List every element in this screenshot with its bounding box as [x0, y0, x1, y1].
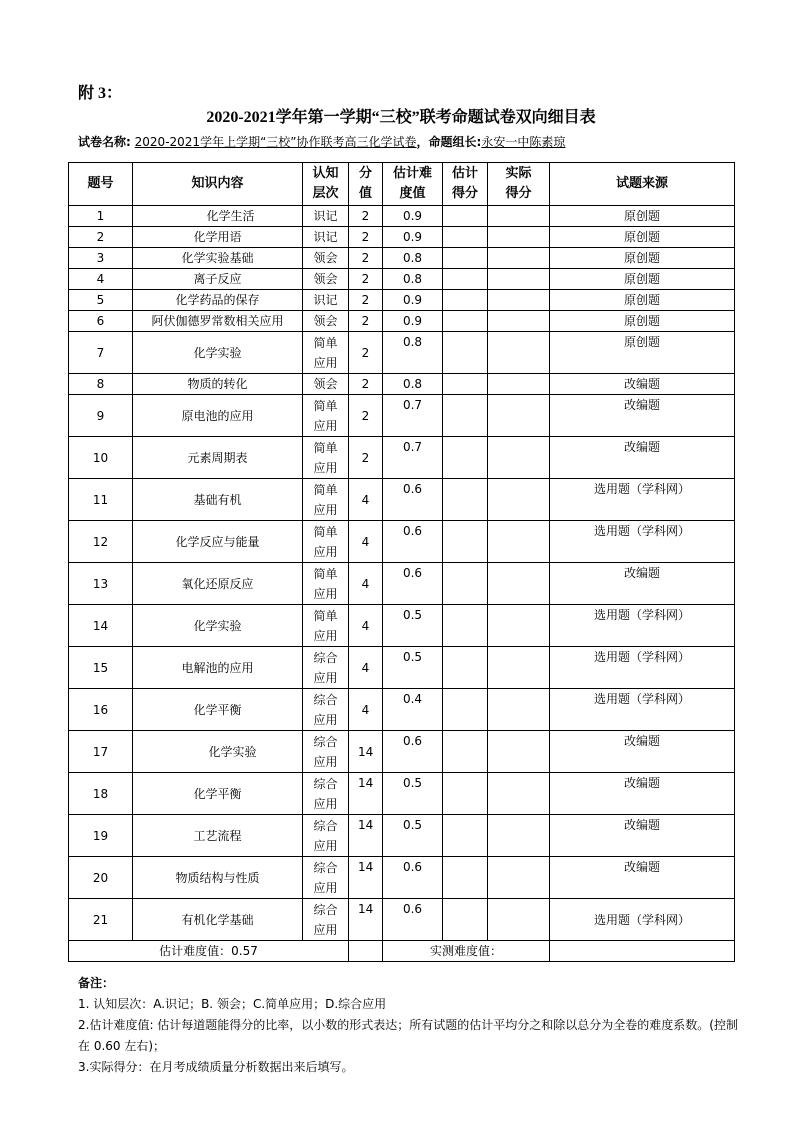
- cell-actual-score: [488, 647, 550, 689]
- cell-est-score: [443, 857, 488, 899]
- footer-measured-value: [550, 941, 735, 962]
- table-row: [69, 731, 735, 773]
- cell-knowledge: 化学平衡: [133, 773, 303, 815]
- cell-difficulty: 0.6: [383, 731, 443, 773]
- cell-knowledge: 电解池的应用: [133, 647, 303, 689]
- table-row: [69, 374, 735, 395]
- table-row: [69, 857, 735, 899]
- cell-est-score: [443, 206, 488, 227]
- cell-knowledge: 化学实验: [133, 605, 303, 647]
- cell-level: 简单 应用: [303, 563, 349, 605]
- cell-est-score: [443, 689, 488, 731]
- cell-no: 20: [69, 857, 133, 899]
- cell-score: 2: [349, 227, 383, 248]
- cell-score: 14: [349, 815, 383, 857]
- header-score: 分 值: [349, 163, 383, 206]
- cell-knowledge: 物质结构与性质: [133, 857, 303, 899]
- cell-source: 改编题: [550, 563, 735, 605]
- measured-difficulty: 实测难度值：: [383, 941, 550, 962]
- cell-actual-score: [488, 206, 550, 227]
- table-row: [69, 227, 735, 248]
- cell-est-score: [443, 332, 488, 374]
- cell-knowledge: 阿伏伽德罗常数相关应用: [133, 311, 303, 332]
- table-row: [69, 479, 735, 521]
- cell-knowledge: 元素周期表: [133, 437, 303, 479]
- cell-no: 10: [69, 437, 133, 479]
- cell-no: 21: [69, 899, 133, 941]
- cell-difficulty: 0.5: [383, 605, 443, 647]
- cell-actual-score: [488, 248, 550, 269]
- cell-est-score: [443, 605, 488, 647]
- cell-difficulty: 0.9: [383, 206, 443, 227]
- table-row: [69, 437, 735, 479]
- cell-knowledge: 化学实验: [133, 332, 303, 374]
- cell-knowledge: 物质的转化: [133, 374, 303, 395]
- cell-level: 简单 应用: [303, 479, 349, 521]
- cell-score: 2: [349, 437, 383, 479]
- cell-score: 4: [349, 521, 383, 563]
- cell-knowledge: 化学实验: [133, 731, 303, 773]
- table-row: [69, 332, 735, 374]
- cell-source: 选用题（学科网）: [550, 647, 735, 689]
- table-row: [69, 206, 735, 227]
- cell-est-score: [443, 311, 488, 332]
- header-source: 试题来源: [550, 163, 735, 206]
- cell-score: 2: [349, 248, 383, 269]
- cell-level: 领会: [303, 248, 349, 269]
- cell-score: 4: [349, 647, 383, 689]
- cell-source: 原创题: [550, 311, 735, 332]
- cell-est-score: [443, 479, 488, 521]
- cell-score: 2: [349, 395, 383, 437]
- cell-est-score: [443, 773, 488, 815]
- cell-source: 选用题（学科网）: [550, 899, 735, 941]
- leader-sep: ，: [416, 135, 429, 149]
- leader-name: 永安一中陈素琼: [481, 135, 566, 149]
- spec-table: [68, 162, 735, 962]
- cell-source: 选用题（学科网）: [550, 605, 735, 647]
- cell-no: 8: [69, 374, 133, 395]
- table-row: [69, 248, 735, 269]
- cell-knowledge: 化学生活: [133, 206, 303, 227]
- cell-no: 6: [69, 311, 133, 332]
- cell-score: 2: [349, 290, 383, 311]
- cell-difficulty: 0.5: [383, 647, 443, 689]
- cell-actual-score: [488, 332, 550, 374]
- cell-level: 简单 应用: [303, 332, 349, 374]
- table-row: [69, 647, 735, 689]
- cell-level: 简单 应用: [303, 521, 349, 563]
- cell-est-score: [443, 563, 488, 605]
- cell-knowledge: 原电池的应用: [133, 395, 303, 437]
- cell-score: 14: [349, 899, 383, 941]
- cell-score: 2: [349, 332, 383, 374]
- paper-name: 2020-2021学年上学期“三校”协作联考高三化学试卷: [134, 135, 417, 149]
- cell-score: 2: [349, 269, 383, 290]
- leader-label: 命题组长: [428, 135, 477, 149]
- cell-no: 9: [69, 395, 133, 437]
- cell-level: 简单 应用: [303, 605, 349, 647]
- cell-difficulty: 0.8: [383, 248, 443, 269]
- cell-actual-score: [488, 374, 550, 395]
- header-est-difficulty: 估计难 度值: [383, 163, 443, 206]
- cell-difficulty: 0.4: [383, 689, 443, 731]
- estimated-difficulty: 估计难度值：0.57: [69, 941, 349, 962]
- appendix-label: 附 3：: [78, 85, 123, 102]
- table-row: [69, 521, 735, 563]
- paper-name-sep: :: [126, 135, 131, 149]
- cell-score: 14: [349, 857, 383, 899]
- cell-no: 13: [69, 563, 133, 605]
- cell-source: 改编题: [550, 395, 735, 437]
- cell-source: 选用题（学科网）: [550, 521, 735, 563]
- cell-difficulty: 0.6: [383, 899, 443, 941]
- cell-actual-score: [488, 899, 550, 941]
- cell-score: 4: [349, 479, 383, 521]
- note-item: 3.实际得分：在月考成绩质量分析数据出来后填写。: [78, 1060, 354, 1074]
- header-actual-score: 实际 得分: [488, 163, 550, 206]
- cell-actual-score: [488, 290, 550, 311]
- table-row: [69, 689, 735, 731]
- cell-no: 17: [69, 731, 133, 773]
- cell-no: 19: [69, 815, 133, 857]
- footer-blank: [349, 941, 383, 962]
- cell-level: 综合 应用: [303, 731, 349, 773]
- cell-est-score: [443, 248, 488, 269]
- leader-sep2: :: [476, 135, 482, 149]
- cell-no: 7: [69, 332, 133, 374]
- cell-level: 领会: [303, 311, 349, 332]
- paper-meta: [78, 133, 565, 150]
- table-row: [69, 563, 735, 605]
- cell-est-score: [443, 521, 488, 563]
- cell-source: 改编题: [550, 374, 735, 395]
- table-row: [69, 773, 735, 815]
- table-row: [69, 899, 735, 941]
- cell-no: 3: [69, 248, 133, 269]
- cell-difficulty: 0.6: [383, 857, 443, 899]
- cell-knowledge: 化学药品的保存: [133, 290, 303, 311]
- cell-actual-score: [488, 773, 550, 815]
- cell-knowledge: 氧化还原反应: [133, 563, 303, 605]
- table-footer-row: [69, 941, 735, 962]
- cell-difficulty: 0.6: [383, 563, 443, 605]
- cell-actual-score: [488, 395, 550, 437]
- cell-no: 2: [69, 227, 133, 248]
- cell-score: 2: [349, 311, 383, 332]
- cell-level: 领会: [303, 269, 349, 290]
- cell-source: 原创题: [550, 206, 735, 227]
- cell-difficulty: 0.9: [383, 290, 443, 311]
- cell-est-score: [443, 647, 488, 689]
- cell-no: 11: [69, 479, 133, 521]
- cell-level: 领会: [303, 374, 349, 395]
- cell-source: 选用题（学科网）: [550, 689, 735, 731]
- cell-est-score: [443, 227, 488, 248]
- cell-actual-score: [488, 689, 550, 731]
- table-row: [69, 605, 735, 647]
- cell-source: 原创题: [550, 290, 735, 311]
- table-header-row: [69, 163, 735, 206]
- cell-actual-score: [488, 563, 550, 605]
- cell-level: 综合 应用: [303, 647, 349, 689]
- header-no: 题号: [69, 163, 133, 206]
- table-row: [69, 269, 735, 290]
- cell-level: 简单 应用: [303, 437, 349, 479]
- note-item: 2.估计难度值: 估计每道题能得分的比率，以小数的形式表达；所有试题的估计平均分之和除以总分为全卷的难度系数。(控制在 0.60 左右)；: [78, 1018, 738, 1053]
- cell-difficulty: 0.7: [383, 395, 443, 437]
- cell-knowledge: 离子反应: [133, 269, 303, 290]
- cell-difficulty: 0.7: [383, 437, 443, 479]
- cell-actual-score: [488, 521, 550, 563]
- cell-level: 综合 应用: [303, 899, 349, 941]
- cell-source: 原创题: [550, 332, 735, 374]
- cell-difficulty: 0.8: [383, 332, 443, 374]
- cell-score: 4: [349, 605, 383, 647]
- cell-source: 改编题: [550, 815, 735, 857]
- cell-level: 综合 应用: [303, 857, 349, 899]
- cell-source: 改编题: [550, 731, 735, 773]
- cell-source: 原创题: [550, 269, 735, 290]
- cell-score: 14: [349, 773, 383, 815]
- cell-actual-score: [488, 227, 550, 248]
- cell-actual-score: [488, 311, 550, 332]
- cell-level: 简单 应用: [303, 395, 349, 437]
- document-title: 2020-2021学年第一学期“三校”联考命题试卷双向细目表: [206, 109, 596, 126]
- notes-heading: 备注：: [78, 976, 115, 990]
- cell-level: 综合 应用: [303, 773, 349, 815]
- header-est-score: 估计 得分: [443, 163, 488, 206]
- cell-source: 改编题: [550, 437, 735, 479]
- cell-no: 15: [69, 647, 133, 689]
- cell-score: 14: [349, 731, 383, 773]
- cell-level: 识记: [303, 206, 349, 227]
- cell-source: 原创题: [550, 248, 735, 269]
- cell-difficulty: 0.9: [383, 311, 443, 332]
- cell-actual-score: [488, 269, 550, 290]
- cell-level: 识记: [303, 290, 349, 311]
- cell-est-score: [443, 815, 488, 857]
- cell-source: 选用题（学科网）: [550, 479, 735, 521]
- cell-no: 12: [69, 521, 133, 563]
- cell-score: 4: [349, 689, 383, 731]
- cell-est-score: [443, 395, 488, 437]
- cell-source: 改编题: [550, 857, 735, 899]
- cell-knowledge: 工艺流程: [133, 815, 303, 857]
- cell-knowledge: 基础有机: [133, 479, 303, 521]
- cell-score: 2: [349, 206, 383, 227]
- cell-actual-score: [488, 605, 550, 647]
- cell-actual-score: [488, 437, 550, 479]
- cell-no: 14: [69, 605, 133, 647]
- table-row: [69, 395, 735, 437]
- cell-score: 4: [349, 563, 383, 605]
- table-row: [69, 290, 735, 311]
- cell-level: 识记: [303, 227, 349, 248]
- cell-est-score: [443, 269, 488, 290]
- cell-actual-score: [488, 731, 550, 773]
- cell-difficulty: 0.9: [383, 227, 443, 248]
- table-row: [69, 311, 735, 332]
- cell-knowledge: 化学反应与能量: [133, 521, 303, 563]
- cell-difficulty: 0.6: [383, 521, 443, 563]
- cell-est-score: [443, 899, 488, 941]
- cell-source: 原创题: [550, 227, 735, 248]
- cell-no: 5: [69, 290, 133, 311]
- header-knowledge: 知识内容: [133, 163, 303, 206]
- cell-difficulty: 0.8: [383, 269, 443, 290]
- cell-no: 4: [69, 269, 133, 290]
- cell-difficulty: 0.6: [383, 479, 443, 521]
- cell-knowledge: 化学用语: [133, 227, 303, 248]
- cell-est-score: [443, 437, 488, 479]
- paper-name-label: 试卷名称: [78, 135, 127, 149]
- cell-difficulty: 0.5: [383, 773, 443, 815]
- cell-est-score: [443, 290, 488, 311]
- cell-knowledge: 有机化学基础: [133, 899, 303, 941]
- header-level: 认知 层次: [303, 163, 349, 206]
- cell-level: 综合 应用: [303, 815, 349, 857]
- cell-no: 16: [69, 689, 133, 731]
- cell-actual-score: [488, 479, 550, 521]
- cell-no: 1: [69, 206, 133, 227]
- notes-section: [78, 973, 738, 1078]
- cell-difficulty: 0.5: [383, 815, 443, 857]
- cell-source: 改编题: [550, 773, 735, 815]
- cell-knowledge: 化学平衡: [133, 689, 303, 731]
- cell-level: 综合 应用: [303, 689, 349, 731]
- cell-no: 18: [69, 773, 133, 815]
- cell-est-score: [443, 731, 488, 773]
- cell-actual-score: [488, 857, 550, 899]
- cell-difficulty: 0.8: [383, 374, 443, 395]
- cell-actual-score: [488, 815, 550, 857]
- table-row: [69, 815, 735, 857]
- note-item: 1. 认知层次：A.识记；B. 领会；C.简单应用；D.综合应用: [78, 997, 387, 1011]
- cell-est-score: [443, 374, 488, 395]
- cell-score: 2: [349, 374, 383, 395]
- cell-knowledge: 化学实验基础: [133, 248, 303, 269]
